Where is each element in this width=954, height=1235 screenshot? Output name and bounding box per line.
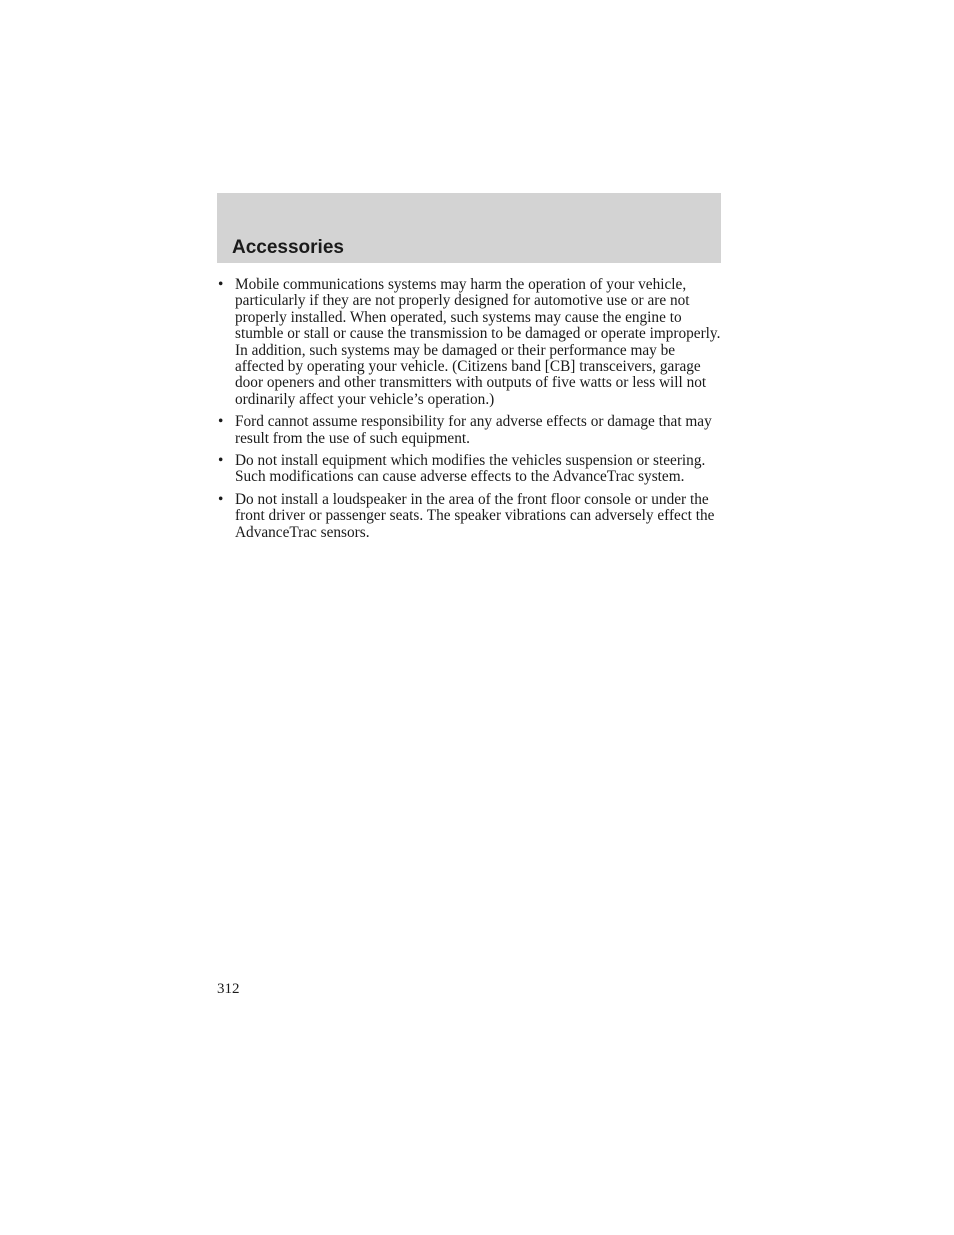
list-item-text: Do not install a loudspeaker in the area of the front floor console or under the front driver or passenger seats. The speaker vibrations can adversely effect the AdvanceTrac sensors. xyxy=(235,490,715,541)
list-item xyxy=(217,414,721,447)
list-item-text: Do not install equipment which modifies the vehicles suspension or steering. Such modifications can cause adverse effects to the AdvanceTrac system. xyxy=(235,452,706,486)
list-item-text: Mobile communications systems may harm the operation of your vehicle, particularly if they are not properly designed for automotive use or are not properly installed. When operated, such systems may cause the engine to stumble or stall or cause the transmission to be damaged or operate improperly. In addition, such systems may be damaged or their performance may be affected by operating your vehicle. (Citizens band [CB] transceivers, garage door openers and other transmitters with outputs of five watts or less will not ordinarily affect your vehicle’s operation.) xyxy=(235,276,721,408)
bullet-icon: • xyxy=(218,276,224,293)
bullet-icon: • xyxy=(218,490,224,508)
bullet-icon: • xyxy=(218,413,224,431)
section-title: Accessories xyxy=(232,237,344,258)
page-number: 312 xyxy=(217,981,240,997)
section-header-band xyxy=(217,193,721,263)
bullet-list xyxy=(217,277,721,547)
list-item xyxy=(217,277,721,408)
list-item xyxy=(217,492,721,541)
list-item-text: Ford cannot assume responsibility for any adverse effects or damage that may result from the use of such equipment. xyxy=(235,413,712,447)
bullet-icon: • xyxy=(218,452,224,470)
list-item xyxy=(217,453,721,486)
